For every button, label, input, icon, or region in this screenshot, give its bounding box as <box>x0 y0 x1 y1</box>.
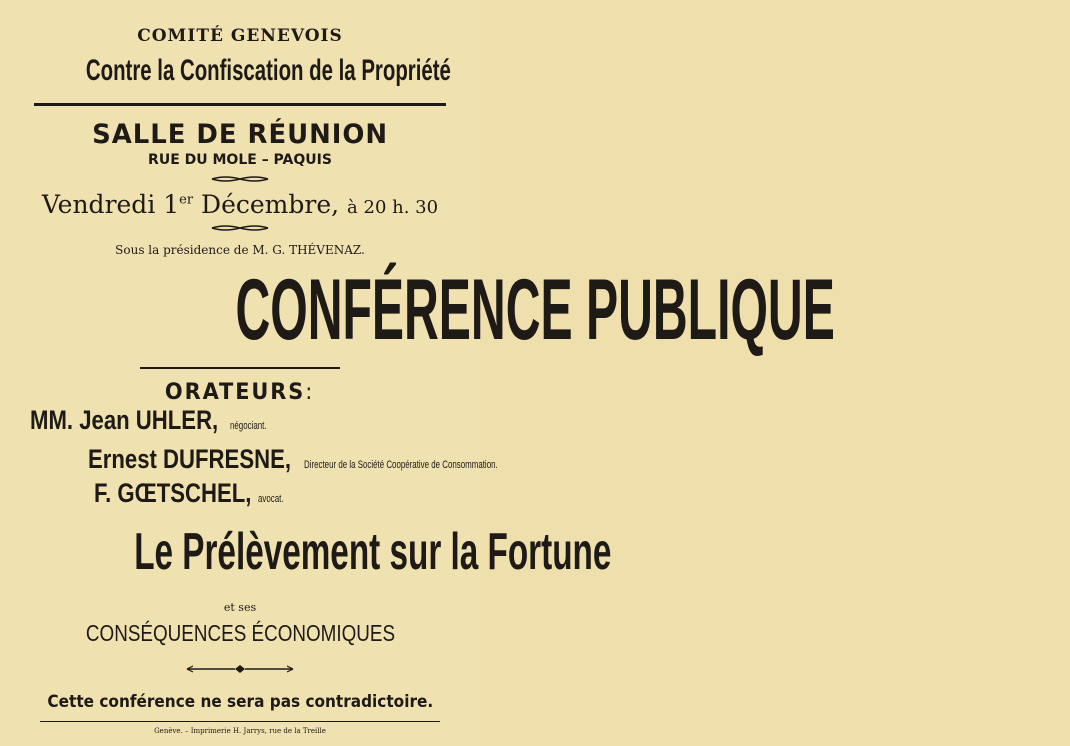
speaker-3 <box>94 478 293 509</box>
speaker-2-name: Ernest DUFRESNE, <box>88 444 292 474</box>
topic-title <box>0 522 612 582</box>
subtitle-text: Contre la Confiscation de la Propriété <box>85 54 451 87</box>
speaker-3-name: F. GŒTSCHEL, <box>94 478 252 508</box>
date-day: Vendredi 1 <box>41 190 180 219</box>
poster-subtitle <box>0 54 480 88</box>
date-minutes: 30 <box>409 197 439 218</box>
speaker-1 <box>30 405 280 436</box>
date-h: h. <box>392 197 410 218</box>
et-ses-line: et ses <box>223 601 257 614</box>
ornament-divider-2 <box>210 224 270 232</box>
orateurs-colon: : <box>305 380 315 405</box>
date-hour: 20 <box>357 197 393 218</box>
ornament-divider-3 <box>185 664 295 674</box>
speaker-1-name: MM. Jean UHLER, <box>30 405 219 435</box>
venue-title <box>0 119 480 150</box>
committee-header: COMITÉ GENEVOIS <box>137 26 343 46</box>
topic-title-text: Le Prélèvement sur la Fortune <box>134 523 612 581</box>
bottom-rule <box>40 721 440 722</box>
note-text: Cette conférence ne sera pas contradictoire. <box>47 692 433 712</box>
top-rule <box>34 103 446 106</box>
speakers-heading <box>0 380 480 405</box>
speaker-2 <box>88 444 573 475</box>
main-title <box>0 262 835 358</box>
date-a: à <box>347 197 358 218</box>
presidency-line: Sous la présidence de M. G. THÉVENAZ. <box>115 243 365 257</box>
mid-rule <box>140 367 340 369</box>
speakers-heading-text <box>165 380 314 405</box>
speaker-1-role: négociant. <box>229 420 267 432</box>
venue-address: RUE DU MOLE – PAQUIS <box>148 152 332 168</box>
venue-text: SALLE DE RÉUNION <box>92 119 388 150</box>
non-contradictory-note <box>0 692 480 712</box>
event-date <box>0 190 480 219</box>
consequences-text: CONSÉQUENCES ÉCONOMIQUES <box>85 620 395 646</box>
consequences-title <box>0 620 480 647</box>
ornament-divider-1 <box>210 175 270 183</box>
date-month: Décembre, <box>193 190 348 219</box>
orateurs-label: ORATEURS <box>165 380 306 405</box>
printer-imprint: Genève. – Imprimerie H. Jarrys, rue de la Treille <box>154 727 326 735</box>
date-suffix: er <box>179 192 194 208</box>
main-title-text: CONFÉRENCE PUBLIQUE <box>235 262 835 358</box>
speaker-2-role: Directeur de la Société Coopérative de Consommation. <box>303 459 498 471</box>
speaker-3-role: avocat. <box>258 493 284 505</box>
